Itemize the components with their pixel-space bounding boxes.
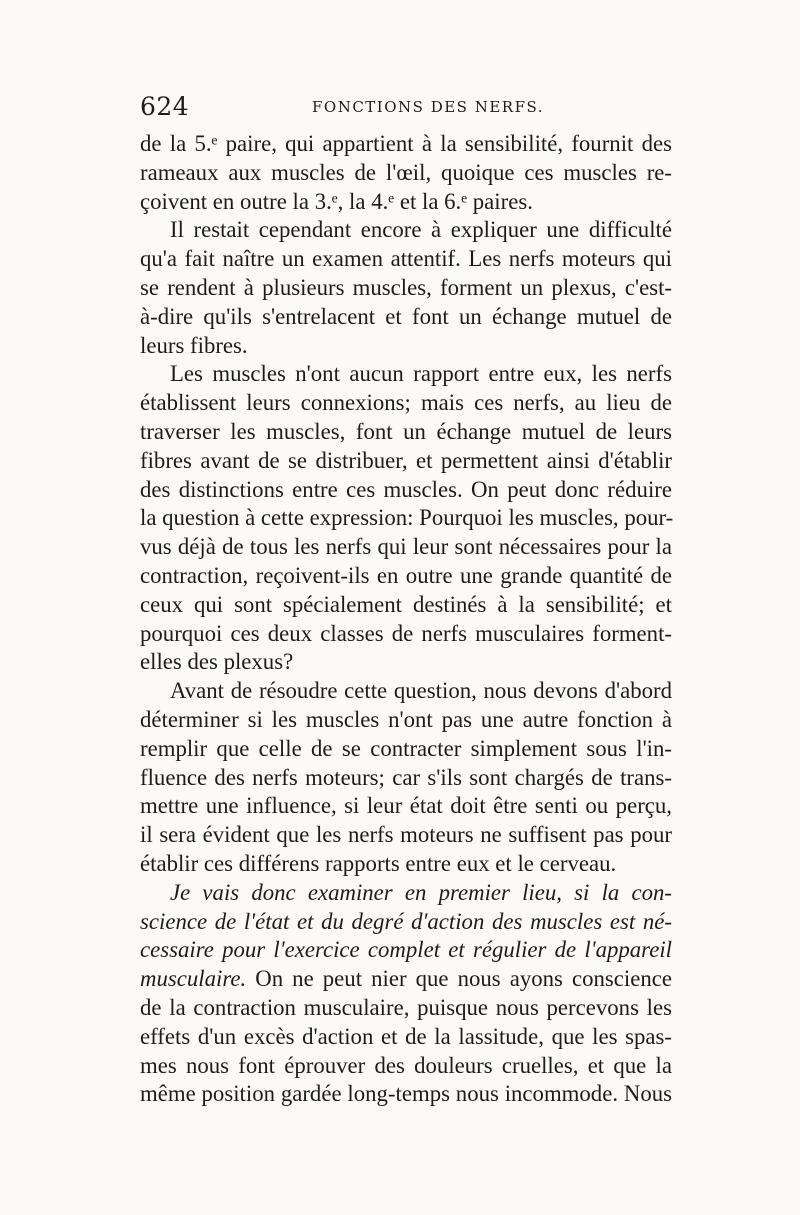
text-line: science de l'état et du degré d'action des muscles est né- — [140, 908, 672, 934]
text-line: fibres avant de se distribuer, et permettent ainsi d'établir — [140, 447, 672, 473]
text-line: cessaire pour l'exercice complet et régulier de l'appareil — [140, 937, 672, 963]
text-line: même position gardée long-temps nous incommode. Nous — [140, 1081, 672, 1107]
italic-run: musculaire. — [140, 966, 247, 992]
text-line: effets d'un excès d'action et de la lassitude, que les spas- — [140, 1023, 672, 1049]
running-title: FONCTIONS DES NERFS. — [312, 98, 545, 116]
text-line: rameaux aux muscles de l'œil, quoique ces muscles re- — [140, 159, 672, 185]
roman-run: On ne peut nier que nous ayons conscience — [246, 966, 672, 992]
text-line: remplir que celle de se contracter simplement sous l'in- — [140, 735, 672, 761]
text-line: Les muscles n'ont aucun rapport entre eux, les nerfs — [170, 361, 672, 387]
text-line: leurs fibres. — [140, 332, 248, 358]
text-line: à-dire qu'ils s'entrelacent et font un échange mutuel de — [140, 303, 672, 329]
text-line: mettre une influence, si leur état doit être senti ou perçu, — [140, 793, 672, 819]
text-line: établir ces différens rapports entre eux et le cerveau. — [140, 850, 617, 876]
body-text — [140, 130, 672, 1109]
text-line: de la 5.ᵉ paire, qui appartient à la sensibilité, fournit des — [140, 131, 672, 156]
text-line: établissent leurs connexions; mais ces nerfs, au lieu de — [140, 390, 672, 416]
text-line: il sera évident que les nerfs moteurs ne suffisent pas pour — [140, 822, 672, 848]
text-line-mixed — [140, 965, 672, 994]
text-line: traverser les muscles, font un échange mutuel de leurs — [140, 418, 672, 444]
text-line: mes nous font éprouver des douleurs cruelles, et que la — [140, 1052, 672, 1078]
text-line: déterminer si les muscles n'ont pas une autre fonction à — [140, 706, 672, 732]
text-line: qu'a fait naître un examen attentif. Les nerfs moteurs qui — [140, 246, 672, 272]
text-line: se rendent à plusieurs muscles, forment un plexus, c'est- — [140, 274, 672, 300]
text-line: fluence des nerfs moteurs; car s'ils sont chargés de trans- — [140, 764, 672, 790]
text-line: contraction, reçoivent-ils en outre une grande quantité de — [140, 562, 672, 588]
text-line: la question à cette expression: Pourquoi les muscles, pour- — [140, 505, 674, 531]
page-number: 624 — [140, 92, 190, 121]
text-line: Il restait cependant encore à expliquer une difficulté — [170, 217, 672, 243]
text-line: Avant de résoudre cette question, nous devons d'abord — [170, 678, 672, 704]
text-line: pourquoi ces deux classes de nerfs musculaires forment- — [140, 620, 672, 646]
text-line: Je vais donc examiner en premier lieu, si la con- — [170, 879, 672, 905]
running-head — [140, 90, 670, 120]
text-line: elles des plexus? — [140, 649, 294, 675]
text-line: de la contraction musculaire, puisque nous percevons les — [140, 994, 672, 1020]
text-line: des distinctions entre ces muscles. On peut donc réduire — [140, 476, 672, 502]
text-line: çoivent en outre la 3.ᵉ, la 4.ᵉ et la 6.ᵉ paires. — [140, 188, 533, 214]
text-line: vus déjà de tous les nerfs qui leur sont nécessaires pour la — [140, 534, 672, 560]
text-line: ceux qui sont spécialement destinés à la sensibilité; et — [140, 591, 672, 617]
